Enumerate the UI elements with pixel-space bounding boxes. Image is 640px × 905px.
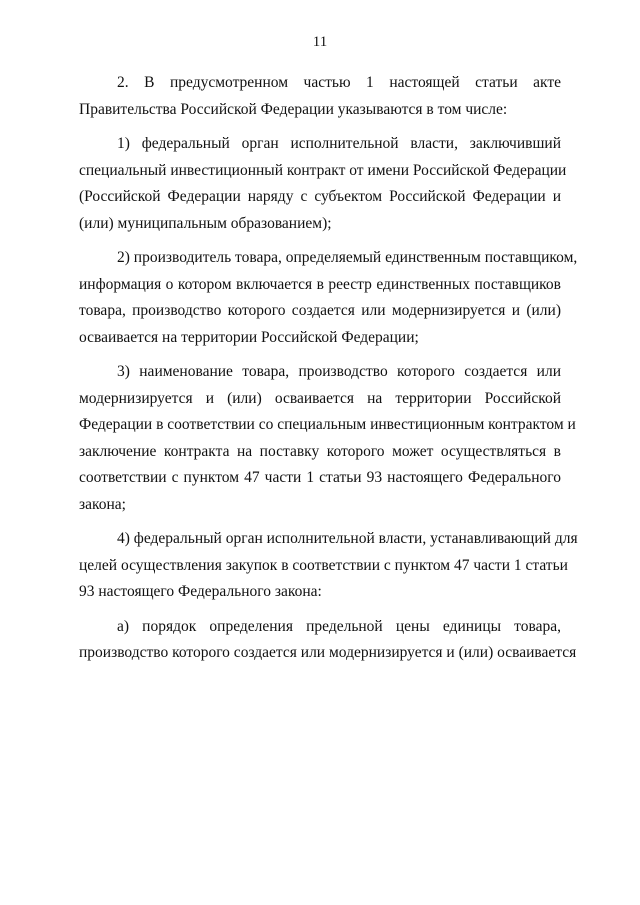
- text-line: соответствии с пунктом 47 части 1 статьи 93 настоящего Федерального: [79, 469, 561, 486]
- text-line: закона;: [79, 495, 126, 513]
- paragraph-item-2: [79, 245, 578, 351]
- paragraph-item-4a: [79, 614, 577, 667]
- text-line: осваивается на территории Российской Федерации;: [79, 328, 419, 346]
- paragraph-item-4: [79, 526, 578, 606]
- text-line: Федерации в соответствии со специальным инвестиционным контрактом и: [79, 416, 576, 433]
- paragraph-item-3: [79, 359, 576, 518]
- text-line: целей осуществления закупок в соответствии с пунктом 47 части 1 статьи: [79, 556, 568, 574]
- text-line: (или) муниципальным образованием);: [79, 214, 332, 232]
- document-body: [79, 70, 578, 675]
- text-line: производство которого создается или модернизируется и (или) осваивается: [79, 644, 577, 661]
- page-number: 11: [312, 34, 328, 50]
- text-line: 93 настоящего Федерального закона:: [79, 583, 322, 600]
- text-line: заключение контракта на поставку которого может осуществляться в: [79, 442, 561, 460]
- paragraph-p2: [79, 70, 561, 123]
- text-line: а) порядок определения предельной цены единицы товара,: [117, 617, 561, 635]
- text-line: (Российской Федерации наряду с субъектом Российской Федерации и: [79, 188, 561, 205]
- text-line: 2. В предусмотренном частью 1 настоящей статьи акте: [117, 74, 561, 91]
- text-line: информация о котором включается в реестр единственных поставщиков: [79, 275, 561, 293]
- paragraph-item-1: [79, 131, 567, 237]
- text-line: специальный инвестиционный контракт от имени Российской Федерации: [79, 161, 567, 179]
- text-line: Правительства Российской Федерации указываются в том числе:: [79, 100, 508, 118]
- text-line: модернизируется и (или) осваивается на территории Российской: [79, 389, 561, 407]
- text-line: 2) производитель товара, определяемый единственным поставщиком,: [117, 249, 578, 266]
- text-line: 3) наименование товара, производство которого создается или: [117, 363, 561, 380]
- text-line: товара, производство которого создается или модернизируется и (или): [79, 302, 561, 319]
- text-line: 4) федеральный орган исполнительной власти, устанавливающий для: [117, 530, 578, 547]
- text-line: 1) федеральный орган исполнительной власти, заключивший: [117, 135, 561, 152]
